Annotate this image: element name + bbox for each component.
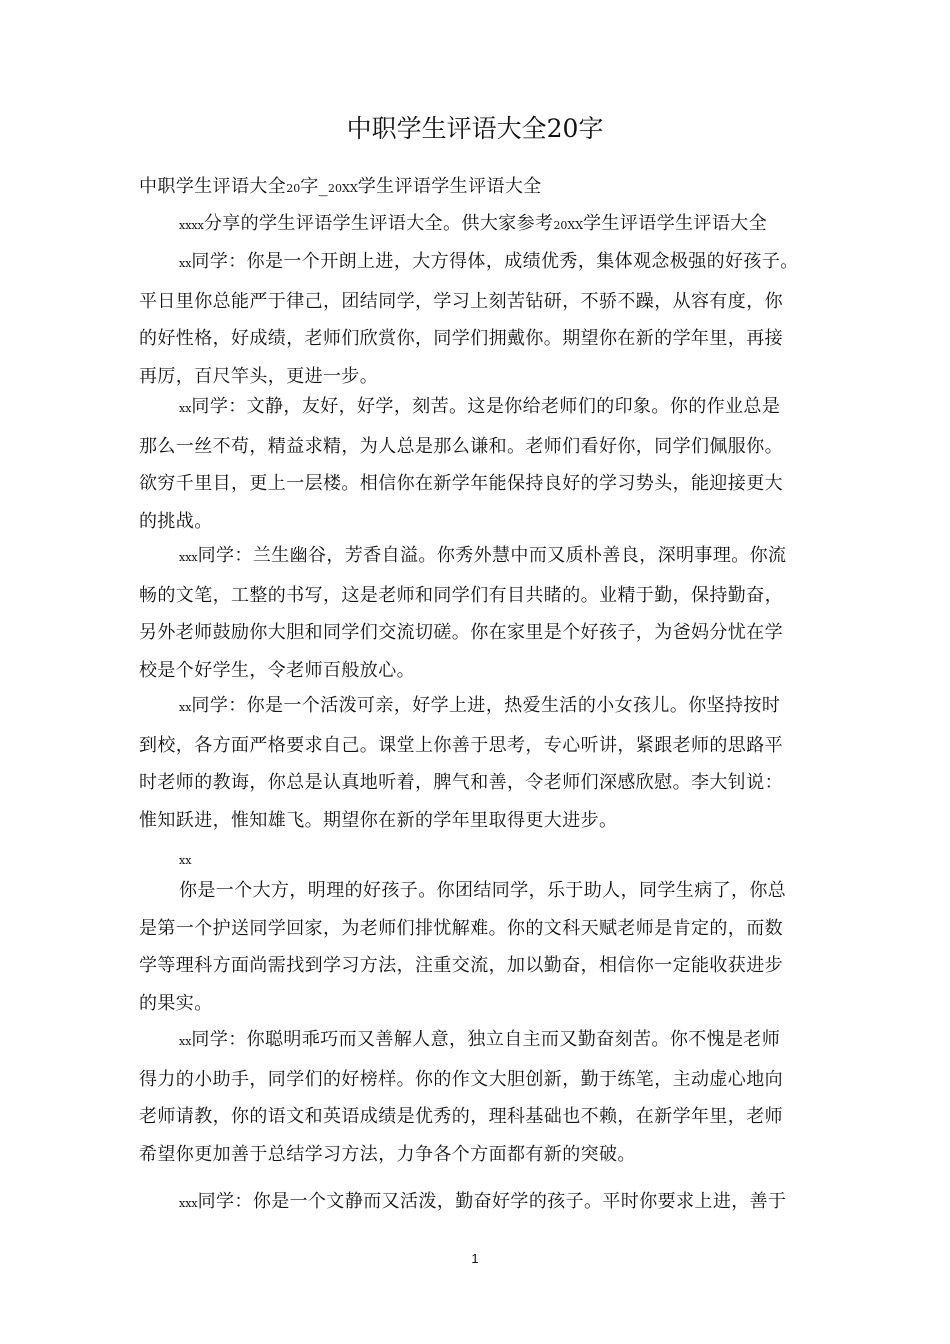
- student-placeholder: xxx: [179, 551, 198, 564]
- student-placeholder: xx: [179, 257, 192, 270]
- subtitle-text: 学生评语学生评语大全: [357, 176, 542, 197]
- paragraph-line: xxx同学：你是一个文静而又活泼，勤奋好学的孩子。平时你要求上进，善于: [179, 1191, 787, 1212]
- intro-text: 分享的学生评语学生评语大全。供大家参考: [203, 213, 554, 234]
- comment-paragraph-3: [139, 537, 829, 689]
- subtitle-text: 中职学生评语大全: [139, 176, 287, 197]
- paragraph-line: 的果实。: [139, 992, 213, 1014]
- comment-paragraph-5: [139, 872, 829, 1022]
- paragraph-line: xx同学：你是一个活泼可亲，好学上进，热爱生活的小女孩儿。你坚持按时: [179, 695, 781, 716]
- paragraph-line: 校是个好学生，令老师百般放心。: [139, 659, 415, 681]
- paragraph-line: 另外老师鼓励你大胆和同学们交流切磋。你在家里是个好孩子，为爸妈分忧在学: [139, 622, 783, 644]
- paragraph-line: xxx同学：兰生幽谷，芳香自溢。你秀外慧中而又质朴善良，深明事理。你流: [179, 545, 787, 566]
- document-title: 中职学生评语大全20字: [346, 114, 604, 143]
- intro-year: 20XX: [553, 219, 584, 232]
- paragraph-line: 到校，各方面严格要求自己。课堂上你善于思考，专心听讲，紧跟老师的思路平: [139, 734, 783, 756]
- comment-paragraph-4: [139, 687, 829, 839]
- page-number: 1: [471, 1251, 479, 1266]
- paragraph-line: 的挑战。: [139, 510, 213, 532]
- intro-text: 学生评语学生评语大全: [583, 213, 768, 234]
- paragraph-line: 你是一个大方，明理的好孩子。你团结同学，乐于助人，同学生病了，你总: [179, 880, 787, 901]
- paragraph-line: 再厉，百尺竿头，更进一步。: [139, 365, 379, 387]
- paragraph-line: 老师请教，你的语文和英语成绩是优秀的，理科基础也不赖，在新学年里，老师: [139, 1106, 783, 1128]
- paragraph-line: 希望你更加善于总结学习方法，力争各个方面都有新的突破。: [139, 1143, 636, 1165]
- paragraph-line: xx同学：文静，友好，好学，刻苦。这是你给老师们的印象。你的作业总是: [179, 396, 781, 417]
- comment-paragraph-6: [139, 1021, 829, 1173]
- student-name-line: [139, 847, 869, 873]
- paragraph-line: 惟知跃进，惟知雄飞。期望你在新的学年里取得更大进步。: [139, 809, 618, 831]
- student-placeholder: xxx: [179, 1197, 198, 1210]
- subtitle-year: 20XX: [328, 182, 358, 195]
- paragraph-line: 欲穷千里目，更上一层楼。相信你在新学年能保持良好的学习势头，能迎接更大: [139, 473, 783, 495]
- student-placeholder: xx: [179, 402, 192, 415]
- paragraph-line: 时老师的教诲，你总是认真地听着，脾气和善，令老师们深感欣慰。李大钊说：: [139, 772, 783, 794]
- comment-paragraph-2: [139, 388, 829, 540]
- paragraph-line: 畅的文笔，工整的书写，这是老师和同学们有目共睹的。业精于勤，保持勤奋，: [139, 584, 783, 606]
- paragraph-line: xx同学：你是一个开朗上进，大方得体，成绩优秀，集体观念极强的好孩子。: [179, 251, 799, 272]
- student-placeholder: xx: [179, 1035, 192, 1048]
- subtitle-number: 20: [286, 182, 301, 195]
- paragraph-line: xx同学：你聪明乖巧而又善解人意，独立自主而又勤奋刻苦。你不愧是老师: [179, 1029, 781, 1050]
- paragraph-line: 那么一丝不苟，精益求精，为人总是那么谦和。老师们看好你，同学们佩服你。: [139, 435, 783, 457]
- paragraph-line: 学等理科方面尚需找到学习方法，注重交流，加以勤奋，相信你一定能收获进步: [139, 955, 783, 977]
- subtitle-text: 字_: [300, 176, 329, 197]
- paragraph-line: 是第一个护送同学回家，为老师们排忧解难。你的文科天赋老师是肯定的，而数: [139, 917, 783, 939]
- paragraph-line: 得力的小助手，同学们的好榜样。你的作文大胆创新，勤于练笔，主动虚心地向: [139, 1068, 783, 1090]
- intro-placeholder: xxxx: [179, 219, 204, 232]
- student-placeholder: xx: [179, 701, 192, 714]
- intro-paragraph: [139, 205, 869, 245]
- comment-paragraph-7: [139, 1183, 829, 1223]
- document-subtitle: [139, 168, 829, 208]
- comment-paragraph-1: [139, 243, 829, 395]
- paragraph-line: 平日里你总能严于律己，团结同学，学习上刻苦钻研，不骄不躁，从容有度，你: [139, 290, 783, 312]
- student-placeholder: xx: [179, 854, 192, 867]
- paragraph-line: 的好性格，好成绩，老师们欣赏你，同学们拥戴你。期望你在新的学年里，再接: [139, 328, 783, 350]
